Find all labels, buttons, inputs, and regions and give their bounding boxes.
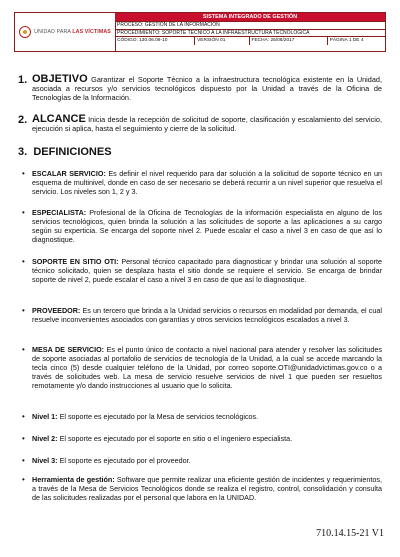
definition-term: Nivel 1:: [32, 412, 58, 421]
code-cell: CÓDIGO: 130.06.08-10: [115, 37, 195, 45]
definition-term: Herramienta de gestión:: [32, 475, 115, 484]
bullet-icon: •: [22, 434, 25, 443]
definition-term: Nivel 3:: [32, 456, 58, 465]
procedure-row: PROCEDIMIENTO: SOPORTE TÉCNICO A LA INFRAESTRUCTURA TECNOLÓGICA: [115, 29, 385, 37]
definition-item: [22, 412, 382, 421]
definition-text: Es definir el nivel requerido para dar solución a la solicitud de soporte técnico en un esquema de multinivel, donde en caso de ser necesario se deberá recurrir a un nivel superior que resuelva el servicio. Los niveles son 1, 2 y 3.: [32, 169, 382, 196]
definition-item: [22, 306, 382, 324]
bullet-icon: •: [22, 475, 25, 484]
definition-text: Profesional de la Oficina de Tecnologías de la información especialista en alguno de los servicios tecnológicos, quien brinda la solución a las solicitudes de soporte a las aplicaciones a su cargo según su experticia. Se encarga del soporte nivel 2. Puede escalar el caso a nivel 3 en caso de que así lo diagnostique.: [32, 208, 382, 244]
bullet-icon: •: [22, 456, 25, 465]
definition-text: Es el punto único de contacto a nivel nacional para atender y resolver las solicitudes de soporte asociadas al portafolio de servicios de tecnología de la Unidad, a la cual se accede marcando la tecla cinco (5) desde cualquier teléfono de la Unidad, por correo soporte.OTI@unidadvictimas.gov.co o a través de solicitudes web. La mesa de servicio resuelve servicios de nivel 1 que pueden ser resueltos remotamente y/o dando instrucciones al usuario que lo solicita.: [32, 345, 382, 390]
logo-text-2: LAS VÍCTIMAS: [72, 29, 111, 35]
bullet-icon: •: [22, 169, 25, 178]
definition-item: [22, 434, 382, 443]
definition-item: [22, 208, 382, 244]
header-meta-row: [115, 36, 385, 45]
section-number: 2.: [18, 114, 28, 126]
version-cell: VERSIÓN 01: [195, 37, 249, 45]
unidad-victimas-logo: [15, 13, 116, 51]
section-number: 1.: [18, 74, 28, 86]
bullet-icon: •: [22, 306, 25, 315]
section-heading: OBJETIVO: [32, 73, 88, 85]
definition-item: [22, 345, 382, 390]
section-objetivo: [18, 75, 382, 102]
definition-term: Nivel 2:: [32, 434, 58, 443]
section-heading: ALCANCE: [32, 113, 86, 125]
system-title: SISTEMA INTEGRADO DE GESTIÓN: [115, 13, 385, 21]
definition-item: [22, 257, 382, 284]
date-cell: FECHA: 25/08/2017: [250, 37, 328, 45]
process-row: PROCESO: GESTIÓN DE LA INFORMACIÓN: [115, 21, 385, 29]
section-number: 3.: [18, 146, 28, 158]
bullet-icon: •: [22, 208, 25, 217]
section-text: Garantizar el Soporte Técnico a la infraestructura tecnológica existente en la Unidad, asociada a recursos y/o servicios tecnológicos dispuesto por la Unidad a través de la Oficina de Tecnologías de la Información.: [32, 75, 382, 102]
section-definiciones: [18, 146, 112, 158]
definition-term: MESA DE SERVICIO:: [32, 345, 105, 354]
logo-text-1: UNIDAD PARA: [34, 29, 71, 35]
definition-term: ESPECIALISTA:: [32, 208, 87, 217]
definition-text: El soporte es ejecutado por el soporte en sitio o el ingeniero especialista.: [57, 434, 293, 443]
bullet-icon: •: [22, 412, 25, 421]
definition-text: Personal técnico capacitado para diagnosticar y brindar una solución al soporte técnico solicitado, quien se desplaza hasta el sitio donde se requiere el servicio. Se encarga de brindar soporte de nivel 2, puede escalar el caso a nivel 3 en caso de que así lo diagnostique.: [32, 257, 382, 284]
section-text: Inicia desde la recepción de solicitud de soporte, clasificación y escalamiento del servicio, ejecución si aplica, hasta el seguimiento y cierre de la solicitud.: [32, 115, 382, 133]
header-info: [115, 13, 385, 51]
section-heading: DEFINICIONES: [33, 146, 112, 158]
colombia-seal-icon: [19, 26, 31, 38]
document-header: [14, 12, 386, 52]
definition-text: El soporte es ejecutado por el proveedor.: [57, 456, 191, 465]
bullet-icon: •: [22, 345, 25, 354]
bullet-icon: •: [22, 257, 25, 266]
definition-text: El soporte es ejecutado por la Mesa de servicios tecnológicos.: [57, 412, 259, 421]
definition-term: ESCALAR SERVICIO:: [32, 169, 106, 178]
document-code-footer: 710.14.15-21 V1: [316, 528, 384, 539]
definition-item: [22, 475, 382, 502]
definition-term: PROVEEDOR:: [32, 306, 81, 315]
definition-item: [22, 169, 382, 196]
definition-text: Es un tercero que brinda a la Unidad servicios o recursos en modalidad por demanda, el cual resuelve inconvenientes asociados con garantías y otros servicios tecnológicos escalados a nivel 3.: [32, 306, 382, 324]
definition-term: SOPORTE EN SITIO OTI:: [32, 257, 119, 266]
definition-text: Software que permite realizar una eficiente gestión de incidentes y requerimientos, a través de la Mesa de Servicios Tecnológicos donde se realiza el registro, control, consolidación y consulta de las solicitudes realizadas por el personal que labora en la UNIDAD.: [32, 475, 382, 502]
definition-item: [22, 456, 382, 465]
section-alcance: [18, 115, 382, 133]
page-cell: PÁGINA 1 DE 4: [329, 38, 364, 43]
logo-text: [34, 29, 111, 35]
